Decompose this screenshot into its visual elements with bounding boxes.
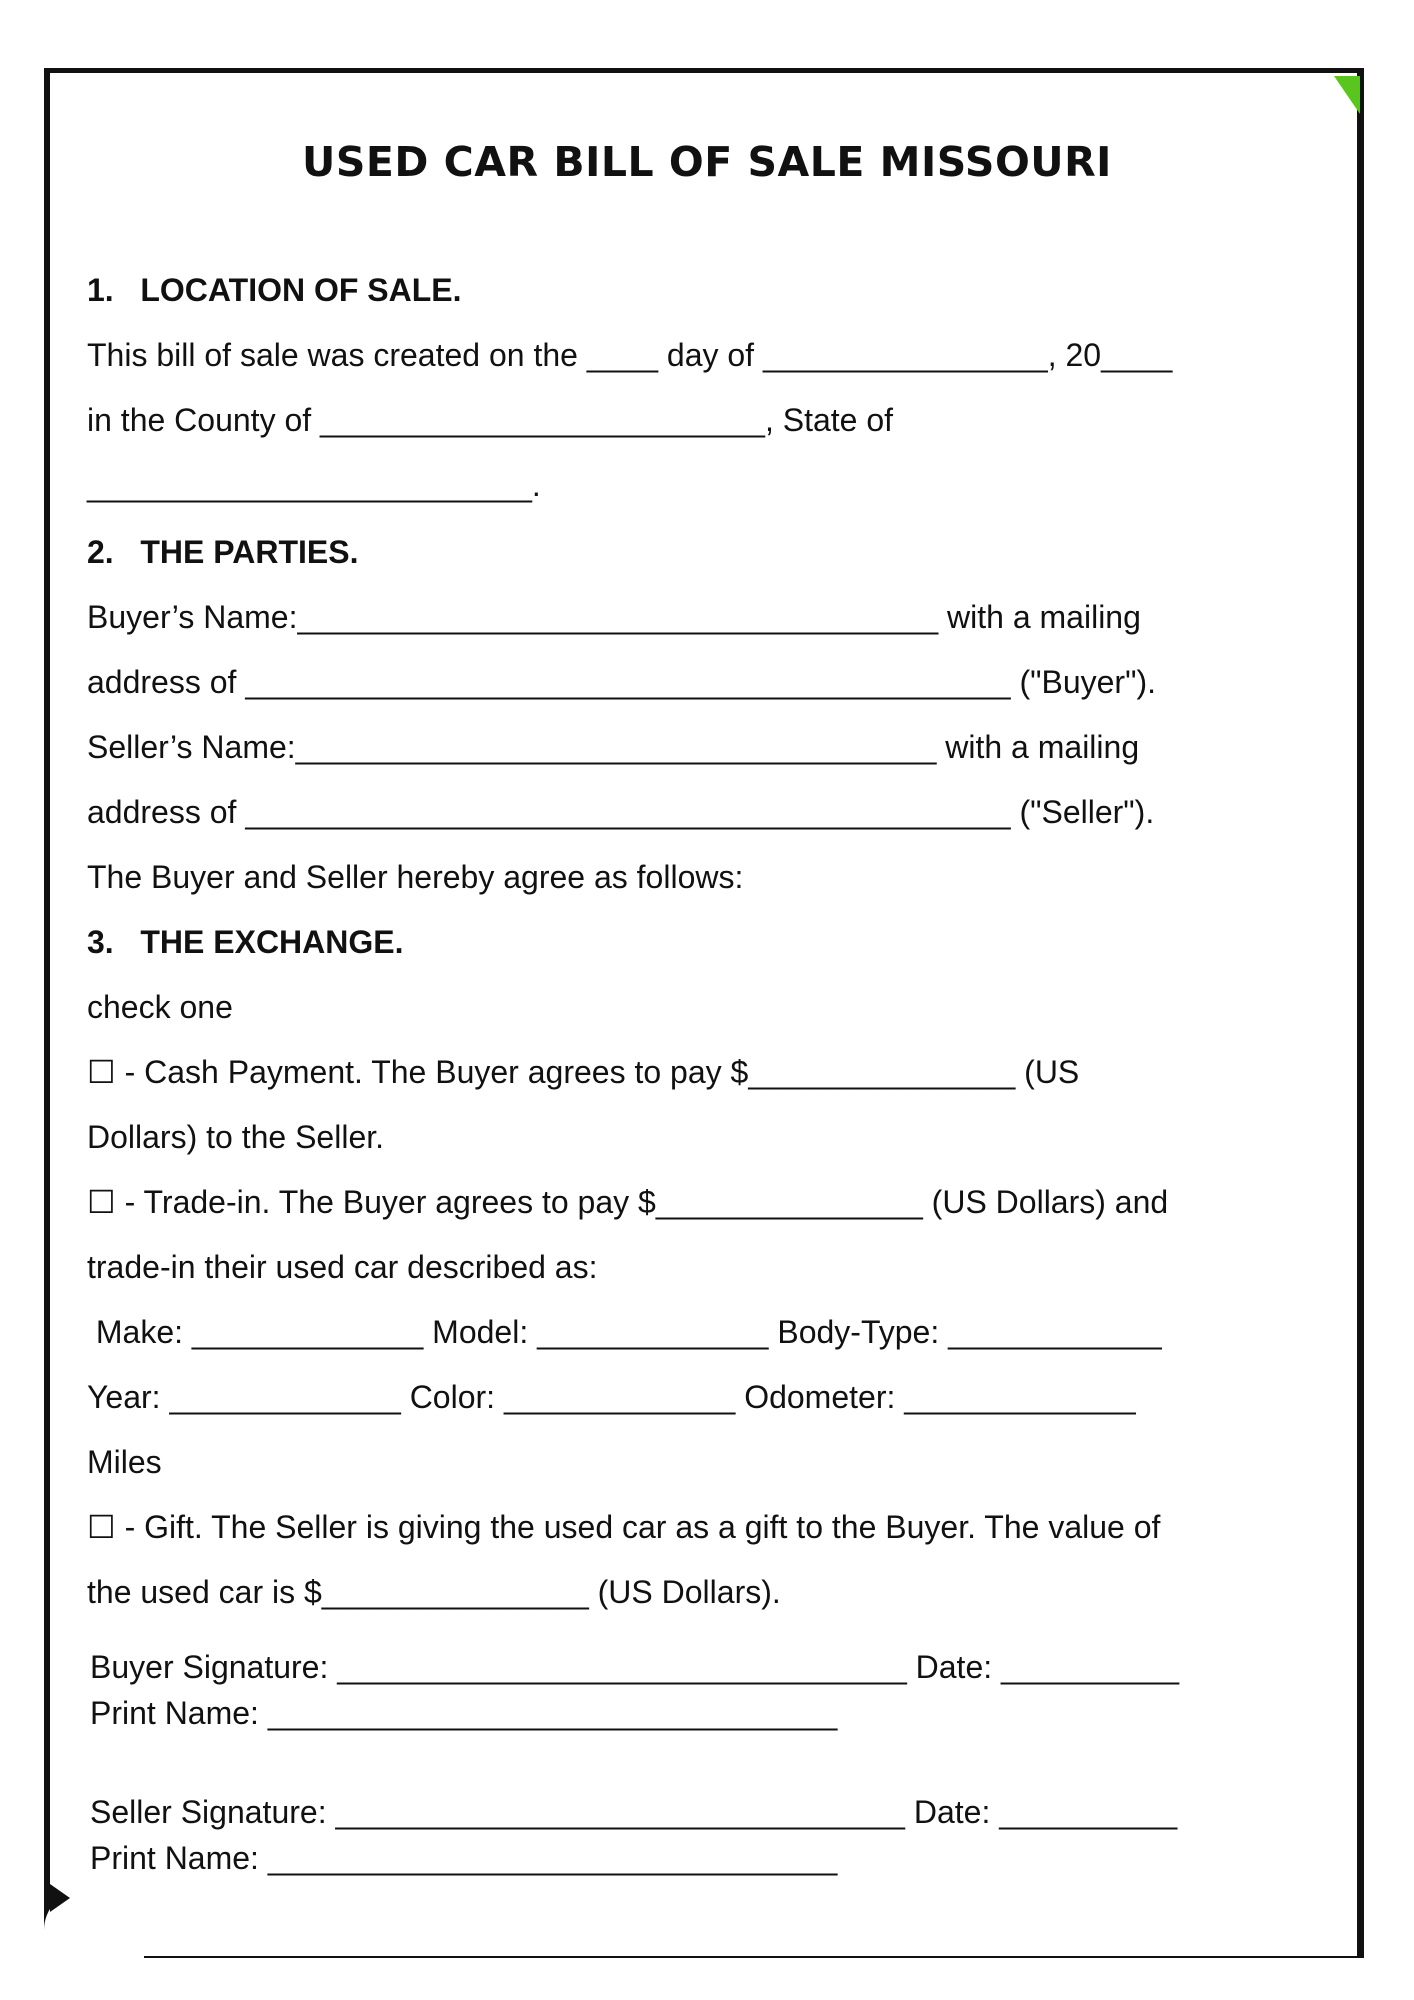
buyer-name-line: Buyer’s Name:____________________________________ with a mailing (87, 599, 1141, 635)
trade-in-continued: trade-in their used car described as: (87, 1249, 598, 1285)
miles-label: Miles (87, 1444, 162, 1480)
buyer-print-name-line: Print Name: ________________________________ (90, 1695, 838, 1731)
seller-address-line: address of ___________________________________________ ("Seller"). (87, 794, 1155, 830)
vehicle-make-model-line: Make: _____________ Model: _____________ Body-Type: ____________ (87, 1314, 1162, 1350)
location-line-1: This bill of sale was created on the ____ day of ________________, 20____ (87, 337, 1173, 373)
arrow-marker-icon (50, 1884, 70, 1912)
gift-value-line: the used car is $_______________ (US Dollars). (87, 1574, 781, 1610)
seller-print-name-line: Print Name: ________________________________ (90, 1840, 838, 1876)
cash-payment-continued: Dollars) to the Seller. (87, 1119, 385, 1155)
section-heading-parties: 2. THE PARTIES. (87, 534, 359, 570)
buyer-address-line: address of ___________________________________________ ("Buyer"). (87, 664, 1156, 700)
section-heading-location: 1. LOCATION OF SALE. (87, 272, 462, 308)
check-one-label: check one (87, 989, 233, 1025)
vehicle-year-color-line: Year: _____________ Color: _____________ Odometer: _____________ (87, 1379, 1136, 1415)
gift-option: ☐ - Gift. The Seller is giving the used car as a gift to the Buyer. The value of (87, 1509, 1161, 1545)
buyer-signature-line: Buyer Signature: ________________________________ Date: __________ (90, 1649, 1179, 1685)
seller-signature-line: Seller Signature: ________________________________ Date: __________ (90, 1794, 1178, 1830)
document-title: USED CAR BILL OF SALE MISSOURI (302, 138, 1112, 186)
agreement-line: The Buyer and Seller hereby agree as follows: (87, 859, 744, 895)
cash-payment-option: ☐ - Cash Payment. The Buyer agrees to pay $_______________ (US (87, 1054, 1080, 1090)
trade-in-option: ☐ - Trade-in. The Buyer agrees to pay $_______________ (US Dollars) and (87, 1184, 1169, 1220)
seller-name-line: Seller’s Name:____________________________________ with a mailing (87, 729, 1140, 765)
section-heading-exchange: 3. THE EXCHANGE. (87, 924, 404, 960)
location-line-3: _________________________. (87, 467, 541, 503)
location-line-2: in the County of _________________________, State of (87, 402, 894, 438)
